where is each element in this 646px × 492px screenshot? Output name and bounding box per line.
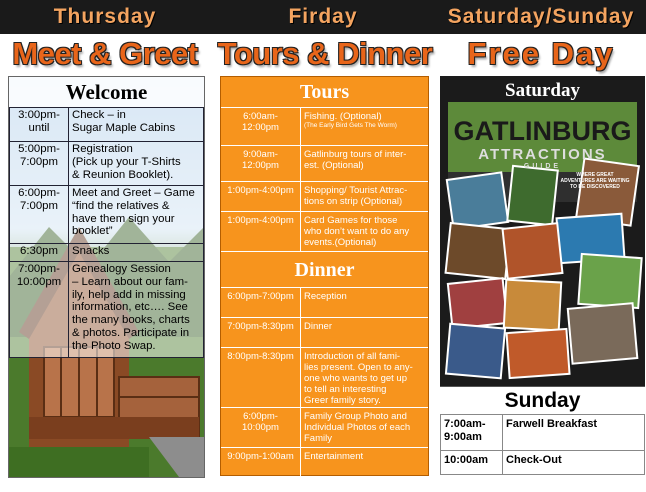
day-band-weekend: Saturday/Sunday [436, 0, 646, 34]
table-row [10, 262, 204, 358]
schedule-time: 8:00pm-8:30pm [221, 348, 301, 408]
title-free-day: Free Day [467, 36, 615, 71]
brochure-title: GATLINBURG [453, 116, 632, 146]
table-row [10, 244, 204, 262]
schedule-time: 7:00pm- 10:00pm [10, 262, 69, 358]
schedule-time: 1:00pm-4:00pm [221, 182, 301, 212]
schedule-desc: Farwell Breakfast [503, 415, 645, 451]
sunday-heading: Sunday [440, 386, 645, 416]
schedule-time: 6:00pm- 7:00pm [10, 186, 69, 244]
title-meet-greet: Meet & Greet [12, 36, 198, 71]
dinner-heading: Dinner [221, 251, 428, 288]
schedule-desc: Meet and Greet – Game “find the relatives & have them sign your booklet” [69, 186, 204, 244]
brochure-tagline: WHERE GREAT ADVENTURES ARE WAITING TO BE DISCOVERED [560, 172, 630, 190]
table-row [441, 415, 645, 451]
thursday-panel [8, 76, 205, 478]
schedule-desc: Genealogy Session – Learn about our fam- ily, help add in missing information, etc…. See the many books, charts & photos. Participate in the Photo Swap. [69, 262, 204, 358]
schedule-desc [301, 108, 428, 146]
schedule-time: 6:30pm [10, 244, 69, 262]
schedule-desc: Gatlinburg tours of inter- est. (Optional) [304, 149, 407, 171]
schedule-time: 6:00am- 12:00pm [221, 108, 301, 146]
welcome-heading: Welcome [9, 77, 204, 107]
schedule-time: 5:00pm- 7:00pm [10, 142, 69, 186]
schedule-desc: Card Games for those who don’t want to do any events.(Optional) [304, 215, 410, 248]
table-row [221, 107, 428, 146]
table-row [221, 347, 428, 408]
brochure-guide: GUIDE [523, 163, 562, 170]
schedule-desc: Check – in Sugar Maple Cabins [69, 108, 204, 142]
schedule-time: 6:00pm- 10:00pm [221, 408, 301, 448]
table-row [221, 447, 428, 476]
day-band-friday: Firday [210, 0, 436, 34]
schedule-desc: Family Group Photo and Individual Photos of each Family [304, 411, 411, 444]
table-row [10, 108, 204, 142]
schedule-time: 3:00pm- until [10, 108, 69, 142]
title-tours-dinner: Tours & Dinner [217, 36, 433, 71]
table-row [221, 211, 428, 252]
table-row [221, 181, 428, 212]
table-row [221, 407, 428, 448]
table-row [10, 142, 204, 186]
schedule-desc: Shopping/ Tourist Attrac- tions on strip (Optional) [304, 185, 408, 207]
friday-panel [220, 76, 429, 476]
table-row [221, 287, 428, 318]
schedule-desc: Registration (Pick up your T-Shirts & Reunion Booklet). [69, 142, 204, 186]
schedule-time: 7:00pm-8:30pm [221, 318, 301, 348]
table-row [221, 145, 428, 182]
table-row [441, 451, 645, 475]
schedule-time: 6:00pm-7:00pm [221, 288, 301, 318]
sunday-schedule [440, 414, 645, 475]
schedule-time: 9:00am- 12:00pm [221, 146, 301, 182]
schedule-note: (The Early Bird Gets The Worm) [304, 122, 397, 129]
schedule-time: 9:00pm-1:00am [221, 448, 301, 476]
tours-heading: Tours [299, 80, 350, 103]
schedule-desc: Entertainment [304, 451, 364, 462]
saturday-label: Saturday [505, 80, 580, 101]
schedule-time: 1:00pm-4:00pm [221, 212, 301, 252]
table-row [10, 186, 204, 244]
day-band-thursday: Thursday [0, 0, 210, 34]
table-row [221, 317, 428, 348]
saturday-panel [440, 76, 645, 386]
schedule-desc: Reception [304, 291, 347, 302]
brochure-subtitle: ATTRACTIONS [478, 146, 607, 163]
thursday-schedule [9, 107, 204, 358]
schedule-desc: Introduction of all fami- lies present. Open to any- one who wants to get up to tell an interesting Greer family story. [304, 351, 413, 406]
schedule-time: 7:00am- 9:00am [441, 415, 503, 451]
schedule-desc: Snacks [69, 244, 204, 262]
schedule-desc-text: Fishing. (Optional) [304, 111, 382, 122]
schedule-desc: Dinner [304, 321, 332, 332]
schedule-time: 10:00am [441, 451, 503, 475]
schedule-desc: Check-Out [503, 451, 645, 475]
